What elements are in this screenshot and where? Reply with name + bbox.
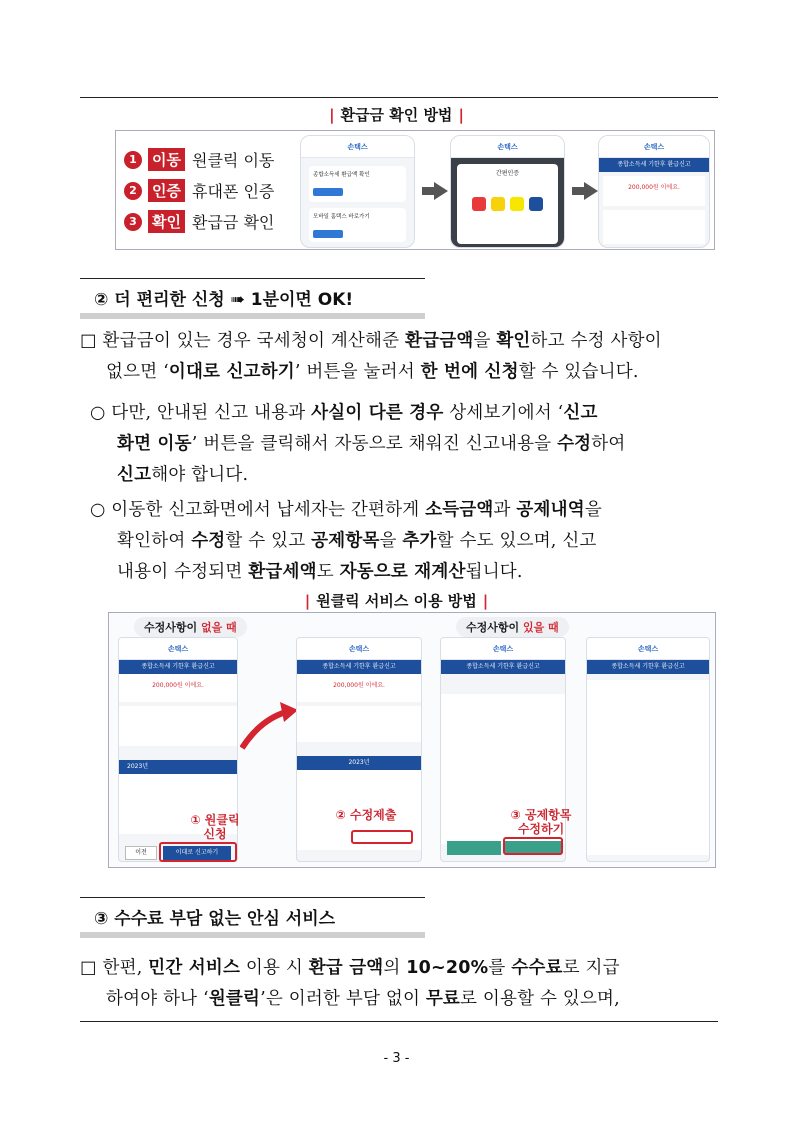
- p4-text-3: 의: [383, 958, 407, 978]
- step-3-text: 환급금 확인: [191, 213, 275, 232]
- step-2: [124, 179, 274, 202]
- p3-bold-3: 수정: [191, 531, 226, 551]
- step-3: [124, 210, 274, 233]
- p1-text-5: ’ 버튼을 눌러서: [294, 362, 421, 382]
- p3-bold-7: 자동으로 재계산: [339, 562, 466, 582]
- phone-a-year: 2023년: [119, 760, 237, 774]
- deduction-edit-highlight: [503, 837, 563, 855]
- section-3-title: ③ 수수료 부담 없는 안심 서비스: [94, 909, 336, 929]
- callout-modify-submit: ② 수정제출: [335, 808, 397, 822]
- section-2-title: ② 더 편리한 신청 ➠ 1분이면 OK!: [94, 290, 354, 310]
- p1-bold-4: 한 번에 신청: [420, 362, 519, 382]
- figure2-caption: | 원클릭 서비스 이용 방법 |: [304, 592, 489, 610]
- callout-deduction-edit: ③ 공제항목 수정하기: [510, 808, 572, 836]
- phone-1-brand: 손택스: [301, 136, 414, 158]
- phone-b-brand: 손택스: [297, 638, 421, 660]
- section-2-header: [80, 278, 425, 314]
- p2-text-4: 하여: [591, 434, 626, 454]
- callout-oneclick: ① 원클릭 신청: [190, 813, 240, 841]
- p4-text-5: 로 지급: [562, 958, 620, 978]
- step-1: [124, 148, 274, 171]
- phone-3-amount-card: [603, 176, 705, 206]
- phone-a-brand: 손택스: [119, 638, 237, 660]
- p2-bold-3: 화면 이동: [117, 434, 192, 454]
- p4-text-1: 한편,: [102, 958, 149, 978]
- p1-text-1: 환급금이 있는 경우 국세청이 계산해준: [102, 331, 406, 351]
- phone-3-amount: 200,000원 이에요.: [628, 184, 680, 191]
- phone-screen-3: [598, 135, 710, 248]
- p2-bold-2: 신고: [563, 403, 598, 423]
- p1-bold-1: 환급금액: [405, 331, 474, 351]
- p1-text-2: 을: [473, 331, 497, 351]
- arrow-2-icon: [584, 182, 598, 200]
- phone-modify-submit: [296, 637, 422, 862]
- p2-bold-4: 수정: [557, 434, 592, 454]
- arrow-1-icon: [434, 182, 448, 200]
- p4-bold-5: 원클릭: [208, 989, 261, 1009]
- p3-text-8: 내용이 수정되면: [117, 562, 249, 582]
- label-no-changes-a: 수정사항이: [144, 621, 201, 634]
- circle-bullet-icon: ○: [90, 500, 106, 520]
- label-no-changes: [134, 617, 247, 637]
- prev-button[interactable]: 이전: [125, 846, 157, 860]
- p1-text-3: 하고 수정 사항이: [530, 331, 662, 351]
- phone-screen-1: [300, 135, 415, 248]
- p3-text-2: 과: [493, 500, 517, 520]
- step-3-tag: 확인: [148, 210, 185, 233]
- p3-text-5: 할 수 있고: [225, 531, 312, 551]
- figure2-caption-text: 원클릭 서비스 이용 방법: [316, 592, 477, 610]
- section-3-header: [80, 897, 425, 933]
- p2-text-1: 다만, 안내된 신고 내용과: [111, 403, 312, 423]
- p1-bold-2: 확인: [496, 331, 531, 351]
- paragraph-1: [80, 326, 720, 388]
- phone-screen-2: [450, 135, 565, 248]
- step-2-tag: 인증: [148, 179, 185, 202]
- p3-bold-6: 환급세액: [248, 562, 317, 582]
- phone-1-card-1: [309, 166, 406, 202]
- square-bullet-icon: □: [80, 331, 97, 351]
- figure1-caption: | 환급금 확인 방법 |: [329, 106, 464, 124]
- p3-text-9: 도: [316, 562, 340, 582]
- p3-text-10: 됩니다.: [465, 562, 523, 582]
- p3-text-3: 을: [584, 500, 602, 520]
- p3-text-4: 확인하여: [117, 531, 192, 551]
- p2-text-3: ’ 버튼을 클릭해서 자동으로 채워진 신고내용을: [191, 434, 558, 454]
- phone-d-brand: 손택스: [587, 638, 709, 660]
- step-1-text: 원클릭 이동: [191, 151, 275, 170]
- bottom-rule: [80, 1021, 718, 1022]
- p3-bold-1: 소득금액: [425, 500, 494, 520]
- phone-deduction-list: [586, 637, 710, 862]
- top-rule: [80, 97, 718, 98]
- p4-bold-2: 환급 금액: [308, 958, 384, 978]
- square-bullet-icon: □: [80, 958, 97, 978]
- p3-bold-2: 공제내역: [516, 500, 585, 520]
- p4-bold-4: 수수료: [511, 958, 563, 978]
- phone-c-nav: 종합소득세 기한후 환급신고: [441, 660, 565, 674]
- phone-1-card-2: [309, 208, 406, 242]
- phone-b-nav: 종합소득세 기한후 환급신고: [297, 660, 421, 674]
- phone-1-card-1-text: 종합소득세 환급액 확인: [313, 172, 370, 178]
- phone-c-submit-button[interactable]: [447, 841, 501, 855]
- oneclick-submit-button[interactable]: 이대로 신고하기: [163, 846, 231, 860]
- p1-text-4: 없으면 ‘: [106, 362, 169, 382]
- label-with-changes-b: 있을 때: [522, 621, 559, 634]
- p4-bold-1: 민간 서비스: [148, 958, 241, 978]
- p3-text-6: 을: [379, 531, 403, 551]
- p1-text-6: 할 수 있습니다.: [518, 362, 639, 382]
- p4-text-2: 이용 시: [240, 958, 309, 978]
- phone-1-card-2-text: 모바일 홈택스 바로가기: [313, 214, 370, 220]
- p3-text-7: 할 수도 있으며, 신고: [436, 531, 597, 551]
- modify-submit-highlight: [351, 830, 413, 844]
- phone-3-brand: 손택스: [599, 136, 709, 158]
- phone-b-amount: 200,000원 이에요.: [333, 682, 385, 689]
- p2-text-5: 해야 합니다.: [151, 465, 249, 485]
- step-2-number: 2: [124, 182, 142, 200]
- p3-text-1: 이동한 신고화면에서 납세자는 간편하게: [111, 500, 426, 520]
- paragraph-2: [90, 398, 720, 491]
- circle-bullet-icon: ○: [90, 403, 106, 423]
- paragraph-4: [80, 953, 720, 1015]
- p1-bold-3: 이대로 신고하기: [168, 362, 295, 382]
- step-2-text: 휴대폰 인증: [191, 182, 275, 201]
- p4-text-8: 로 이용할 수 있으며,: [460, 989, 620, 1009]
- phone-a-amount: 200,000원 이에요.: [152, 682, 204, 689]
- p4-text-6: 하여야 하나 ‘: [106, 989, 209, 1009]
- p2-bold-1: 사실이 다른 경우: [311, 403, 444, 423]
- p4-text-4: 를: [488, 958, 512, 978]
- phone-2-brand: 손택스: [451, 136, 564, 158]
- step-1-number: 1: [124, 151, 142, 169]
- p4-text-7: ’은 이러한 부담 없이: [260, 989, 426, 1009]
- p3-bold-4: 공제항목: [311, 531, 380, 551]
- phone-a-nav: 종합소득세 기한후 환급신고: [119, 660, 237, 674]
- step-1-tag: 이동: [148, 148, 185, 171]
- p4-bold-3: 10~20%: [406, 958, 489, 978]
- p4-bold-6: 무료: [425, 989, 461, 1009]
- p2-text-2: 상세보기에서 ‘: [443, 403, 564, 423]
- step-3-number: 3: [124, 213, 142, 231]
- oneclick-highlight: [159, 842, 237, 862]
- phone-2-overlay: [451, 158, 564, 248]
- paragraph-3: [90, 495, 720, 588]
- page-number: - 3 -: [383, 1051, 410, 1066]
- figure1-caption-text: 환급금 확인 방법: [340, 106, 453, 124]
- phone-d-nav: 종합소득세 기한후 환급신고: [587, 660, 709, 674]
- phone-b-year: 2023년: [297, 756, 421, 770]
- phone-3-nav: 종합소득세 기한후 환급신고: [599, 158, 709, 172]
- label-with-changes-a: 수정사항이: [466, 621, 523, 634]
- label-with-changes: [456, 617, 569, 637]
- phone-2-title: 간편인증: [495, 170, 520, 177]
- phone-c-brand: 손택스: [441, 638, 565, 660]
- p3-bold-5: 추가: [402, 531, 437, 551]
- curved-arrow-icon: [240, 700, 300, 750]
- label-no-changes-b: 없을 때: [200, 621, 237, 634]
- p2-bold-5: 신고: [117, 465, 152, 485]
